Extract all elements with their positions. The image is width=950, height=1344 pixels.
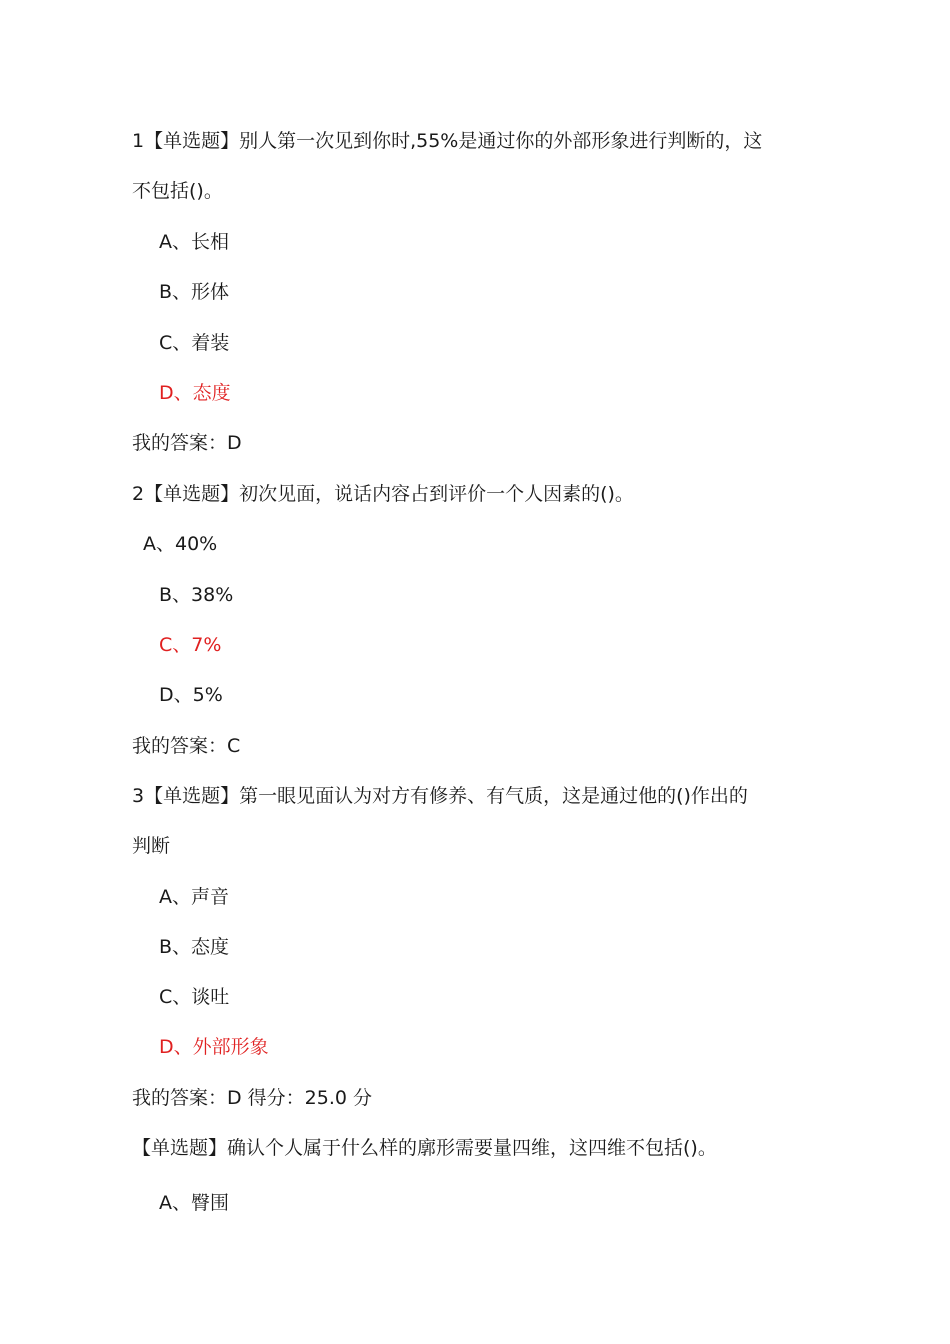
question-3-option-b: B、态度 — [159, 936, 230, 958]
question-2-option-c-correct: C、7% — [159, 634, 222, 656]
question-1-stem-line2: 不包括()。 — [132, 180, 223, 202]
question-4-option-a: A、臀围 — [159, 1192, 229, 1214]
question-2-option-d: D、5% — [159, 684, 223, 706]
question-1-option-a: A、长相 — [159, 231, 229, 253]
question-1-option-d-correct: D、态度 — [159, 382, 231, 404]
question-3-stem-line1: 3【单选题】第一眼见面认为对方有修养、有气质，这是通过他的()作出的 — [132, 785, 748, 807]
question-3-option-a: A、声音 — [159, 886, 229, 908]
question-3-my-answer: 我的答案：D 得分：25.0 分 — [132, 1087, 373, 1109]
question-2-option-b: B、38% — [159, 584, 234, 606]
question-2-option-a: A、40% — [143, 533, 218, 555]
question-1-option-b: B、形体 — [159, 281, 230, 303]
question-1-option-c: C、着装 — [159, 332, 230, 354]
question-3-option-c: C、谈吐 — [159, 986, 230, 1008]
question-3-option-d-correct: D、外部形象 — [159, 1036, 269, 1058]
question-1-my-answer: 我的答案：D — [132, 432, 242, 454]
question-2-stem-line1: 2【单选题】初次见面，说话内容占到评价一个人因素的()。 — [132, 483, 634, 505]
question-3-stem-line2: 判断 — [132, 835, 171, 857]
question-1-stem-line1: 1【单选题】别人第一次见到你时,55%是通过你的外部形象进行判断的，这 — [132, 130, 763, 152]
question-2-my-answer: 我的答案：C — [132, 735, 241, 757]
question-4-stem-line1: 【单选题】确认个人属于什么样的廓形需要量四维，这四维不包括()。 — [132, 1137, 717, 1159]
